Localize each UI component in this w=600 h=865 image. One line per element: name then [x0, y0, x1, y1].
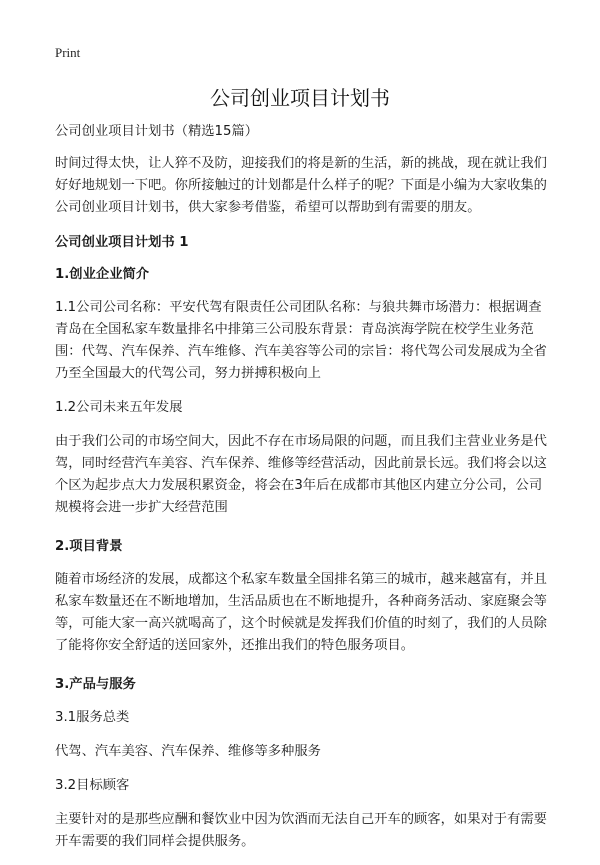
section-3-1-paragraph: 代驾、汽车美容、汽车保养、维修等多种服务 — [55, 744, 321, 759]
section-2-paragraph: 随着市场经济的发展，成都这个私家车数量全国排名第三的城市，越来越富有，并且私家车数量还在不断地增加，生活品质也在不断地提升，各种商务活动、家庭聚会等等，可能大家一高兴就喝高了，这个时候就是发挥我们价值的时刻了，我们的人员除了能将你安全舒适的送回家外，还推出我们的特色服务项目。 — [55, 572, 547, 653]
document-body — [55, 121, 547, 865]
section-3-2-paragraph: 主要针对的是那些应酬和餐饮业中因为饮酒而无法自己开车的顾客，如果对于有需要开车需要的我们同样会提供服务。 — [55, 812, 547, 849]
section-3-2-heading: 3.2目标顾客 — [55, 778, 130, 793]
section-1-2-paragraph: 由于我们公司的市场空间大，因此不存在市场局限的问题，而且我们主营业业务是代驾，同时经营汽车美容、汽车保养、维修等经营活动，因此前景长远。我们将会以这个区为起步点大力发展积累资金，将会在3年后在成都市其他区内建立分公司，公司规模将会进一步扩大经营范围 — [55, 434, 547, 515]
section-3-1-heading: 3.1服务总类 — [55, 710, 130, 725]
section-2-heading: 2.项目背景 — [55, 539, 123, 554]
page-title: 公司创业项目计划书 — [210, 86, 390, 110]
section-3-heading: 3.产品与服务 — [55, 677, 136, 692]
print-link[interactable]: Print — [55, 45, 81, 60]
section-1-1-paragraph: 1.1公司公司名称：平安代驾有限责任公司团队名称：与狼共舞市场潜力：根据调查青岛在全国私家车数量排名中排第三公司股东背景：青岛滨海学院在校学生业务范围：代驾、汽车保养、汽车维修、汽车美容等公司的宗旨：将代驾公司发展成为全省乃至全国最大的代驾公司，努力拼搏积极向上 — [55, 300, 547, 381]
plan-heading: 公司创业项目计划书 1 — [55, 235, 189, 250]
section-1-heading: 1.创业企业简介 — [55, 267, 150, 282]
section-1-2-heading: 1.2公司未来五年发展 — [55, 400, 183, 415]
document-subtitle: 公司创业项目计划书（精选15篇） — [55, 124, 259, 139]
intro-paragraph: 时间过得太快，让人猝不及防，迎接我们的将是新的生活，新的挑战，现在就让我们好好地规划一下吧。你所接触过的计划都是什么样子的呢？下面是小编为大家收集的公司创业项目计划书，供大家参考借鉴，希望可以帮助到有需要的朋友。 — [55, 156, 547, 215]
